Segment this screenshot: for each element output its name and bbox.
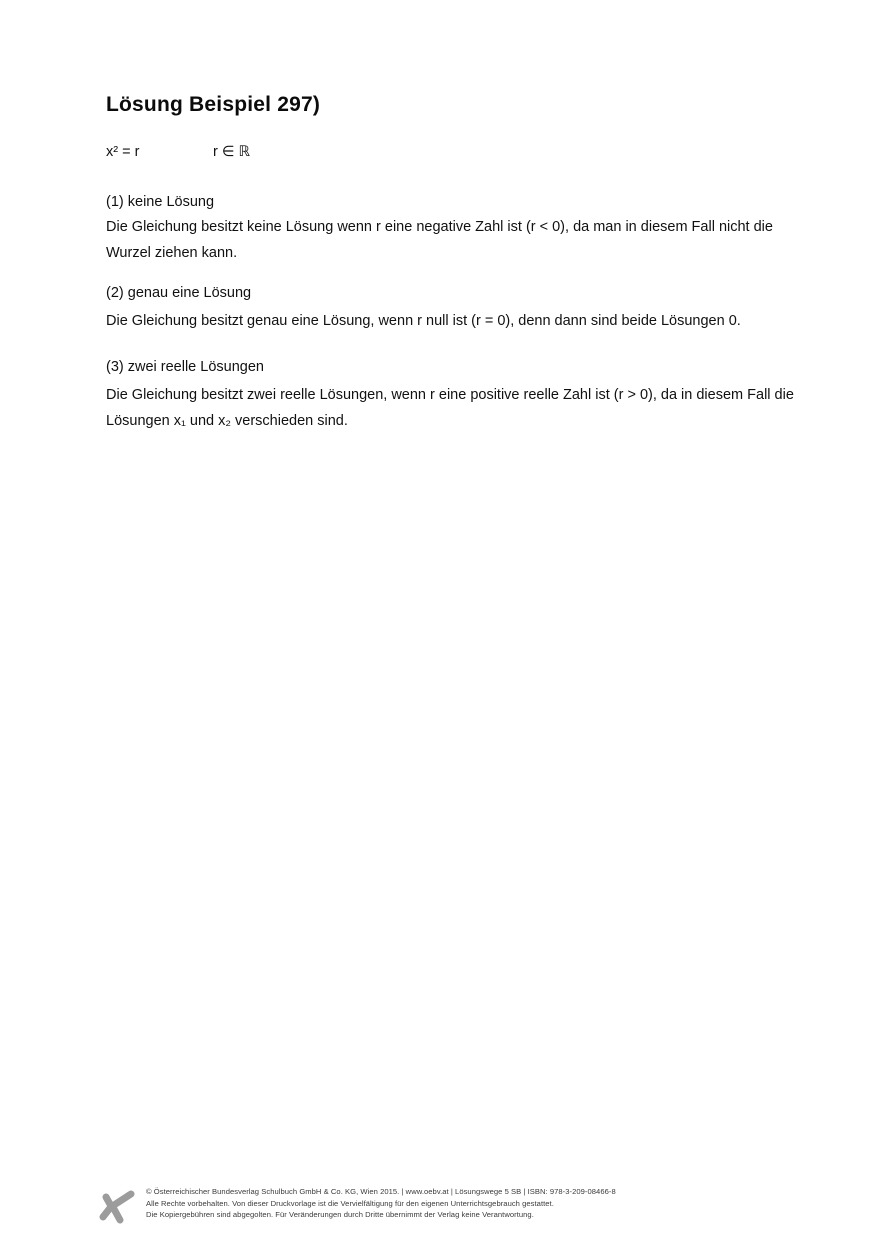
section-1-body: Die Gleichung besitzt keine Lösung wenn r eine negative Zahl ist (r < 0), da man in diesem Fall nicht die Wurzel ziehen kann.: [106, 219, 773, 261]
equation-lhs: x² = r: [106, 144, 140, 160]
publisher-logo-icon: [99, 1186, 135, 1224]
footer: [0, 1183, 890, 1227]
section-2-body: Die Gleichung besitzt genau eine Lösung, wenn r null ist (r = 0), denn dann sind beide Lösungen 0.: [106, 313, 741, 329]
section-3-heading: (3) zwei reelle Lösungen: [106, 359, 264, 375]
section-2-heading: (2) genau eine Lösung: [106, 285, 252, 301]
footer-line-3: Die Kopiergebühren sind abgegolten. Für Veränderungen durch Dritte übernimmt der Verlag keine Verantwortung.: [146, 1210, 534, 1220]
footer-line-2: Alle Rechte vorbehalten. Von dieser Druckvorlage ist die Vervielfältigung für den eigenen Unterrichtsgebrauch gestattet.: [146, 1198, 554, 1208]
footer-line-1: © Österreichischer Bundesverlag Schulbuch GmbH & Co. KG, Wien 2015. | www.oebv.at | Lösungswege 5 SB | ISBN: 978-3-209-08466-8: [146, 1187, 616, 1196]
section-3-body: Die Gleichung besitzt zwei reelle Lösungen, wenn r eine positive reelle Zahl ist (r > 0), da in diesem Fall die Lösungen x₁ und x₂ verschieden sind.: [106, 387, 794, 429]
equation-domain: r ∈ ℝ: [213, 144, 251, 160]
section-1-heading: (1) keine Lösung: [106, 194, 215, 210]
page-title: Lösung Beispiel 297): [106, 93, 321, 116]
footer-copyright: [146, 1186, 616, 1221]
equation: [106, 143, 250, 161]
